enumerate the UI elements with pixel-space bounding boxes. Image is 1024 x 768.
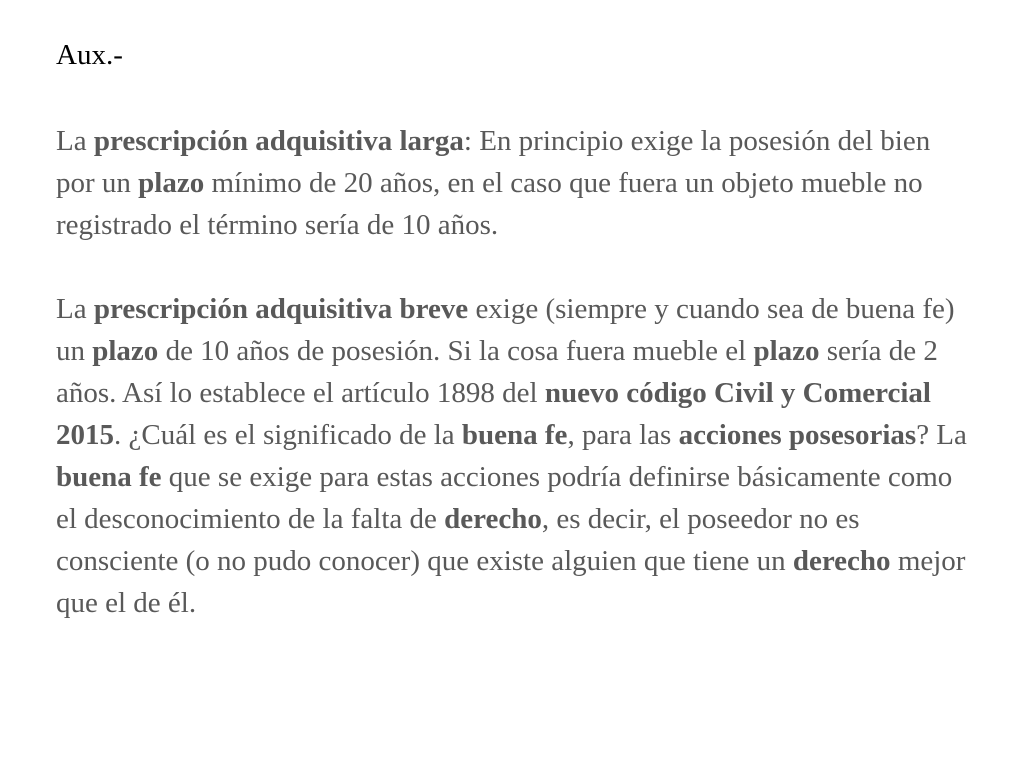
bold-term: buena fe [56,461,162,493]
paragraph-prescripcion-breve [56,288,976,624]
bold-term: prescripción adquisitiva larga [93,125,464,157]
paragraph-text: exige (siempre y cuando sea de buena fe) un [56,293,955,367]
paragraph-text: que se exige para estas acciones podría definirse básicamente como el desconocimiento de la falta de [56,461,953,535]
paragraph-text: . ¿Cuál es el significado de la [114,419,462,451]
paragraph-text: ? La [916,419,967,451]
bold-term: plazo [92,335,159,367]
bold-term: nuevo código Civil y Comercial 2015 [56,377,931,451]
paragraph-text: , para las [567,419,679,451]
paragraph-prescripcion-larga [56,120,976,246]
paragraph-text: mejor que el de él. [56,545,966,619]
paragraph-text: : En principio exige la posesión del bien por un [56,125,931,199]
paragraph-text: sería de 2 años. Así lo establece el artículo 1898 del [56,335,938,409]
paragraph-text: mínimo de 20 años, en el caso que fuera un objeto mueble no registrado el término sería de 10 años. [56,167,923,241]
bold-term: prescripción adquisitiva breve [93,293,469,325]
bold-term: acciones posesorias [678,419,917,451]
bold-term: buena fe [461,419,568,451]
paragraph-text: La [56,293,94,325]
bold-term: plazo [753,335,820,367]
paragraph-text: de 10 años de posesión. Si la cosa fuera mueble el [158,335,754,367]
bold-term: derecho [444,503,542,535]
slide-heading: Aux.- [56,39,123,71]
slide-content [56,38,976,624]
paragraph-text: , es decir, el poseedor no es consciente (o no pudo conocer) que existe alguien que tiene un [56,503,860,577]
paragraph-text: La [56,125,94,157]
bold-term: derecho [792,545,891,577]
bold-term: plazo [138,167,205,199]
